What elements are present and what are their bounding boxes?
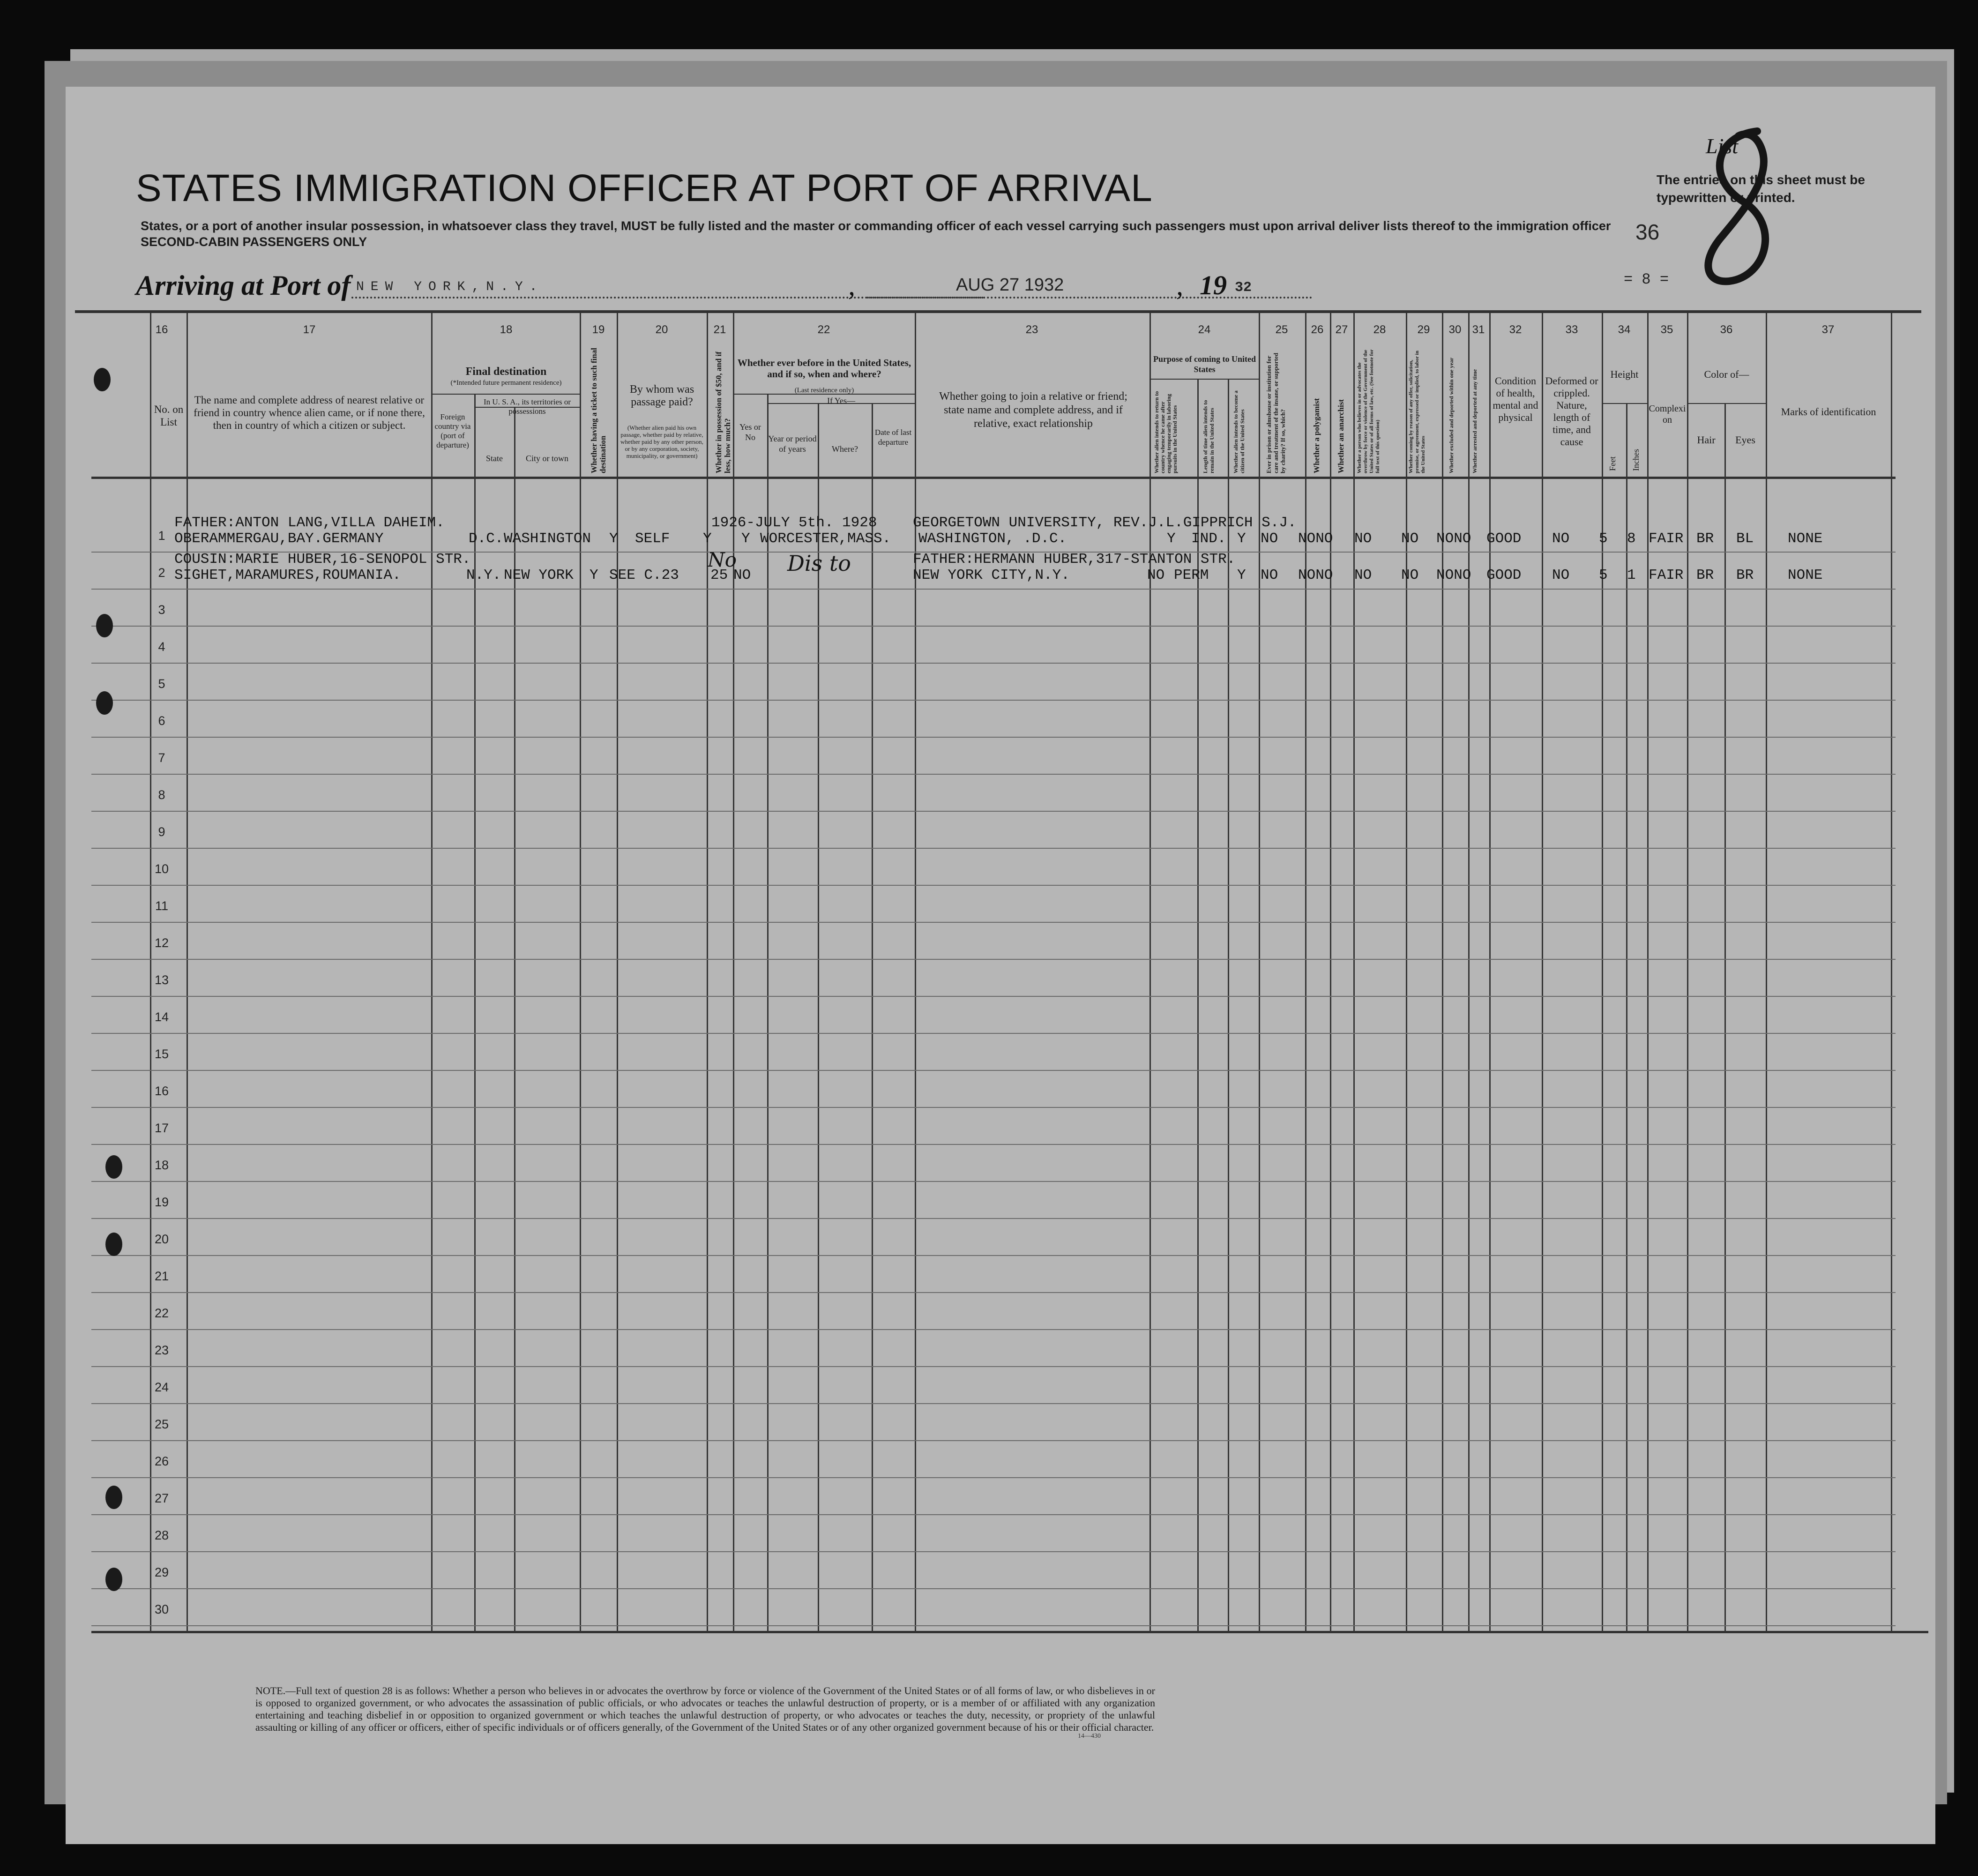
r2-relative-line1: COUSIN:MARIE HUBER,16-SENOPOL STR. <box>174 551 471 568</box>
col-number-20: 20 <box>655 323 668 336</box>
r1-before: Y <box>741 531 750 547</box>
col-line <box>1353 313 1355 1632</box>
header-final-destination-sub: (*Intended future permanent residence) <box>450 379 562 387</box>
col-line <box>1766 313 1767 1632</box>
header-height: Height <box>1610 368 1639 380</box>
row-line <box>91 1366 1896 1367</box>
header-health: Condition of health, mental and physical <box>1493 375 1538 423</box>
col-number-33: 33 <box>1565 323 1578 336</box>
col-number-32: 32 <box>1509 323 1522 336</box>
row-number: 6 <box>158 714 165 728</box>
row-line <box>91 922 1896 923</box>
row-line <box>91 959 1896 960</box>
r1-join-line1: GEORGETOWN UNIVERSITY, REV.J.L.GIPPRICH S.J. <box>913 515 1297 531</box>
header-if-yes: If Yes— <box>827 396 855 405</box>
r1-purpose-length: IND. <box>1191 531 1226 547</box>
col-line <box>1626 403 1627 1632</box>
comma: , <box>1176 270 1183 301</box>
r1-inches: 8 <box>1627 531 1636 547</box>
r1-hair: BR <box>1696 531 1714 547</box>
row-line <box>91 1033 1896 1034</box>
header-where: Where? <box>832 444 858 454</box>
binder-hole <box>105 1486 122 1509</box>
date-field: AUG 27 1932 <box>956 275 1064 295</box>
header-purpose-return: Whether alien intends to return to country whence he came after engaging temporarily in laboring pursuits in the United States <box>1153 391 1178 473</box>
header-purpose-citizen: Whether alien intends to become a citizen of the United States <box>1232 390 1246 473</box>
row-number: 13 <box>154 973 169 987</box>
row-line <box>91 1255 1896 1256</box>
row-line <box>91 848 1896 849</box>
r1-complexion: FAIR <box>1649 531 1684 547</box>
row-number: 9 <box>158 825 165 839</box>
row-line <box>91 663 1896 664</box>
header-question-28: Whether a person who believes in or advocates the overthrow by force or violence of the Government of the United States or of all forms of law, etc. (See footnote for full text of this question) <box>1357 349 1381 473</box>
col-number-30: 30 <box>1448 323 1462 336</box>
col-line <box>431 313 433 1632</box>
r2-money-handwritten: No <box>708 548 737 571</box>
col-line <box>1602 313 1603 1632</box>
col-number-31: 31 <box>1472 323 1485 336</box>
subtitle-line-2: SECOND-CABIN PASSENGERS ONLY <box>141 235 367 249</box>
header-purpose: Purpose of coming to United States <box>1153 354 1256 374</box>
arrival-line <box>136 269 1635 307</box>
row-line <box>91 1292 1896 1293</box>
comma: , <box>848 270 855 301</box>
header-city: City or town <box>525 454 568 463</box>
r2-relative-line2: SIGHET,MARAMURES,ROUMANIA. <box>174 567 401 583</box>
header-inches: Inches <box>1631 449 1641 471</box>
r1-period: 1926-JULY 5th. 1928 <box>711 515 877 531</box>
header-passage-paid-sub: (Whether alien paid his own passage, whether paid by relative, whether paid by any other person, or by any corporation, society, municipality, or government) <box>620 424 703 459</box>
col-number-26: 26 <box>1311 323 1324 336</box>
col-number-16: 16 <box>155 323 168 336</box>
row-number: 18 <box>154 1158 169 1172</box>
r2-state: N.Y. <box>466 567 501 583</box>
footnote: NOTE.—Full text of question 28 is as follows: Whether a person who believes in or advocates the overthrow by force or violence of the Government of the United States or of all forms of law, or who disbelieves in or is opposed to organized government, or who advocates the assassination of public officials, or who advocates or teaches the unlawful destruction of property, or is a member of or affiliated with any organization entertaining and teaching disbelief in or opposition to organized government or which teaches the unlawful destruction of property, or who advocates or teaches the duty, necessity, or propriety of the unlawful assaulting or killing of any officer or officers, either of specific individuals or of officers generally, of the Government of the United States or of any other organized government because of his or their official character. <box>255 1685 1155 1733</box>
r1-relative-line2: OBERAMMERGAU,BAY.GERMANY <box>174 531 384 547</box>
header-anarchist: Whether an anarchist <box>1336 399 1345 473</box>
r1-marks: NONE <box>1788 531 1823 547</box>
row-line <box>91 1144 1896 1145</box>
subhead-line <box>1149 379 1259 380</box>
r1-polygamist-anarchist: NONO <box>1298 531 1333 547</box>
col-line <box>733 313 734 1632</box>
col-line <box>1149 313 1151 1632</box>
header-in-usa: In U. S. A., its territories or possessions <box>483 397 571 416</box>
r1-ticket: Y <box>609 531 618 547</box>
header-arrested: Whether arrested and deported at any time <box>1471 369 1478 473</box>
row-number: 15 <box>154 1047 169 1061</box>
r2-hair: BR <box>1696 567 1714 583</box>
col-line <box>617 313 618 1632</box>
r2-join-line1: FATHER:HERMANN HUBER,317-STANTON STR. <box>913 551 1236 568</box>
r2-inches: 1 <box>1627 567 1636 583</box>
r1-city: WASHINGTON <box>504 531 591 547</box>
row-number: 5 <box>158 677 165 691</box>
row-number: 29 <box>154 1565 169 1579</box>
list-stamp: = 8 = <box>1624 271 1669 288</box>
header-hair: Hair <box>1697 434 1716 446</box>
col-line <box>514 407 515 1632</box>
col-number-27: 27 <box>1335 323 1348 336</box>
r1-prison: NO <box>1261 531 1278 547</box>
row-number: 3 <box>158 603 165 617</box>
col-line <box>1468 313 1470 1632</box>
binder-hole <box>94 368 111 391</box>
row-number: 7 <box>158 751 165 765</box>
col-number-21: 21 <box>713 323 726 336</box>
r2-purpose-citizen: Y <box>1237 567 1246 583</box>
row-number: 2 <box>158 566 165 580</box>
col-number-35: 35 <box>1660 323 1673 336</box>
column-header-rule <box>91 477 1896 479</box>
col-number-25: 25 <box>1275 323 1288 336</box>
r2-money: 25 <box>710 567 728 583</box>
row-line <box>91 1551 1896 1552</box>
col-line <box>1442 313 1443 1632</box>
arriving-label: Arriving at Port of <box>136 270 351 301</box>
col-line <box>872 403 873 1632</box>
row-number: 14 <box>154 1010 169 1024</box>
row-line <box>91 737 1896 738</box>
col-number-23: 23 <box>1025 323 1038 336</box>
row-line <box>91 1070 1896 1071</box>
binder-hole <box>105 1568 122 1591</box>
binder-hole <box>105 1155 122 1179</box>
row-line <box>91 1218 1896 1219</box>
header-join-relative: Whether going to join a relative or friend; state name and complete address, and if relative, exact relationship <box>939 390 1127 430</box>
row-number: 21 <box>154 1269 169 1283</box>
row-line <box>91 1625 1896 1626</box>
header-passage-paid: By whom was passage paid? <box>629 383 694 408</box>
row-number: 4 <box>158 640 165 654</box>
col-line <box>1724 403 1726 1632</box>
header-foreign-country: Foreign country via (port of departure) <box>434 412 471 449</box>
header-eyes: Eyes <box>1735 434 1755 446</box>
col-number-17: 17 <box>303 323 316 336</box>
col-number-19: 19 <box>592 323 605 336</box>
r1-feet: 5 <box>1599 531 1608 547</box>
col-line <box>1891 313 1892 1632</box>
list-label: List <box>1706 134 1739 158</box>
form-number: 14—430 <box>1078 1733 1101 1740</box>
row-number: 24 <box>154 1380 169 1394</box>
col-number-24: 24 <box>1198 323 1211 336</box>
row-line <box>91 885 1896 886</box>
r2-purpose-length: PERM <box>1174 567 1209 583</box>
row-number: 28 <box>154 1528 169 1542</box>
subhead-line <box>1687 403 1766 404</box>
binder-hole <box>105 1233 122 1256</box>
r2-eyes: BR <box>1736 567 1754 583</box>
header-deformed: Deformed or crippled. Nature, length of time, and cause <box>1545 375 1598 448</box>
r1-passage-paid: SELF <box>635 531 670 547</box>
r1-relative-line1: FATHER:ANTON LANG,VILLA DAHEIM. <box>174 515 445 531</box>
header-fifty-dollars: Whether in possession of $50, and if less, how much? <box>714 351 732 473</box>
col-line <box>1406 313 1407 1632</box>
row-number: 30 <box>154 1602 169 1616</box>
header-purpose-length: Length of time alien intends to remain in the United States <box>1202 400 1215 473</box>
date-underline <box>867 297 1312 299</box>
r1-labor-offer: NO <box>1401 531 1419 547</box>
table-bottom-rule <box>91 1631 1928 1633</box>
row-line <box>91 1440 1896 1441</box>
r2-deformed: NO <box>1552 567 1570 583</box>
row-number: 12 <box>154 936 169 950</box>
r2-period-handwritten: Dis to <box>787 551 851 576</box>
col-number-29: 29 <box>1417 323 1430 336</box>
header-prison: Ever in prison or almshouse or institution for care and treatment of the insane, or supported by charity? If so, which? <box>1265 352 1286 473</box>
r2-city: NEW YORK <box>504 567 574 583</box>
r2-excluded-arrested: NONO <box>1436 567 1471 583</box>
r1-purpose-citizen: Y <box>1237 531 1246 547</box>
header-no-on-list: No. on List <box>154 404 184 428</box>
r2-complexion: FAIR <box>1649 567 1684 583</box>
col-line <box>580 313 581 1632</box>
row-number: 27 <box>154 1491 169 1505</box>
row-line <box>91 1107 1896 1108</box>
r2-feet: 5 <box>1599 567 1608 583</box>
r1-question-28: NO <box>1354 531 1372 547</box>
header-excluded: Whether excluded and deported within one year <box>1448 357 1455 473</box>
row-line <box>91 996 1896 997</box>
header-rule <box>75 310 1921 313</box>
r2-prison: NO <box>1261 567 1278 583</box>
col-line <box>767 394 769 1632</box>
header-complexion: Complexion <box>1649 404 1686 425</box>
row-number: 16 <box>154 1084 169 1098</box>
header-final-destination: Final destination <box>465 366 547 378</box>
subhead-line <box>431 394 580 395</box>
year-prefix: 19 <box>1200 270 1227 300</box>
col-line <box>1305 313 1306 1632</box>
r1-eyes: BL <box>1736 531 1754 547</box>
col-number-22: 22 <box>817 323 830 336</box>
header-labor-offer: Whether coming by reason of any offer, solicitation, promise, or agreement, expressed or implied, to labor in the United States <box>1408 351 1426 473</box>
col-number-36: 36 <box>1720 323 1733 336</box>
header-period-of-years: Year or period of years <box>768 434 817 454</box>
col-line <box>707 313 708 1632</box>
header-marks: Marks of identification <box>1781 406 1876 418</box>
row-line <box>91 700 1896 701</box>
r1-excluded-arrested: NONO <box>1436 531 1471 547</box>
col-line <box>818 403 819 1632</box>
col-line <box>1330 313 1331 1632</box>
binder-hole <box>96 691 113 715</box>
row-number: 26 <box>154 1454 169 1468</box>
r1-purpose-return: Y <box>1167 531 1176 547</box>
r2-health: GOOD <box>1486 567 1522 583</box>
row-line <box>91 626 1896 627</box>
sheet-number: 36 <box>1635 220 1660 244</box>
row-line <box>91 811 1896 812</box>
row-number: 8 <box>158 788 165 802</box>
r2-before: NO <box>733 567 751 583</box>
row-line <box>91 1477 1896 1478</box>
row-number: 22 <box>154 1306 169 1320</box>
row-number: 1 <box>158 529 165 543</box>
subtitle-line-1: States, or a port of another insular possession, in whatsoever class they travel, MUST be fully listed and the master or commanding officer of each vessel carrying such passengers must upon arrival deliver lists thereof to the immigration officer <box>141 219 1611 233</box>
row-number: 11 <box>155 899 169 913</box>
row-line <box>91 774 1896 775</box>
port-field: NEW YORK,N.Y. <box>356 280 544 294</box>
col-line <box>1259 313 1260 1632</box>
row-line <box>91 1181 1896 1182</box>
col-line <box>1489 313 1491 1632</box>
r1-money: Y <box>703 531 712 547</box>
r2-polygamist-anarchist: NONO <box>1298 567 1333 583</box>
col-number-18: 18 <box>500 323 513 336</box>
row-line <box>91 1588 1896 1589</box>
r1-health: GOOD <box>1486 531 1522 547</box>
entries-note: The entries on this sheet must be typewritten or printed. <box>1657 172 1865 205</box>
r1-state: D.C. <box>469 531 504 547</box>
col-line <box>915 313 916 1632</box>
col-number-34: 34 <box>1618 323 1631 336</box>
header-ticket: Whether having a ticket to such final destination <box>590 348 607 473</box>
r2-passage-paid: SEE C.23 <box>609 567 679 583</box>
row-number: 10 <box>154 862 169 876</box>
header-state: State <box>486 454 503 463</box>
col-number-37: 37 <box>1821 323 1835 336</box>
row-line <box>91 1329 1896 1330</box>
header-ever-before-sub: (Last residence only) <box>794 387 854 394</box>
r1-deformed: NO <box>1552 531 1570 547</box>
col-line <box>1542 313 1543 1632</box>
header-date-last-departure: Date of last departure <box>874 428 912 447</box>
row-line <box>91 1403 1896 1404</box>
row-number: 19 <box>154 1195 169 1209</box>
binder-hole <box>96 614 113 637</box>
col-line <box>187 313 188 1632</box>
col-line <box>1687 313 1688 1632</box>
header-color-of: Color of— <box>1704 368 1749 380</box>
header-ever-before: Whether ever before in the United States, and if so, when and where? <box>737 357 911 380</box>
row-line <box>91 1514 1896 1515</box>
row-line <box>91 589 1896 590</box>
r2-join-line2: NEW YORK CITY,N.Y. <box>913 567 1070 583</box>
r1-where: WORCESTER,MASS. <box>760 531 891 547</box>
header-feet: Feet <box>1608 456 1617 471</box>
year-suffix: 32 <box>1235 280 1252 296</box>
handwritten-list-number <box>1687 122 1799 300</box>
manifest-sheet <box>66 87 1935 1844</box>
r2-labor-offer: NO <box>1401 567 1419 583</box>
subhead-line <box>1602 403 1647 404</box>
r2-question-28: NO <box>1354 567 1372 583</box>
row-number: 23 <box>154 1343 169 1357</box>
col-number-28: 28 <box>1373 323 1386 336</box>
row-number: 25 <box>154 1417 169 1431</box>
r2-purpose-return: NO <box>1147 567 1165 583</box>
page-subtitle <box>141 218 1611 250</box>
header-yes-or-no: Yes or No <box>739 422 761 442</box>
page-title: STATES IMMIGRATION OFFICER AT PORT OF ARRIVAL <box>136 167 1153 209</box>
header-nearest-relative: The name and complete address of nearest relative or friend in country whence alien came, or if none there, then in country of which a citizen or subject. <box>194 394 425 431</box>
row-number: 20 <box>154 1232 169 1246</box>
row-number: 17 <box>154 1121 169 1135</box>
col-line <box>1647 313 1649 1632</box>
r2-marks: NONE <box>1788 567 1823 583</box>
r2-ticket: Y <box>590 567 598 583</box>
header-polygamist: Whether a polygamist <box>1312 398 1321 473</box>
r1-join-line2: WASHINGTON, .D.C. <box>918 531 1067 547</box>
